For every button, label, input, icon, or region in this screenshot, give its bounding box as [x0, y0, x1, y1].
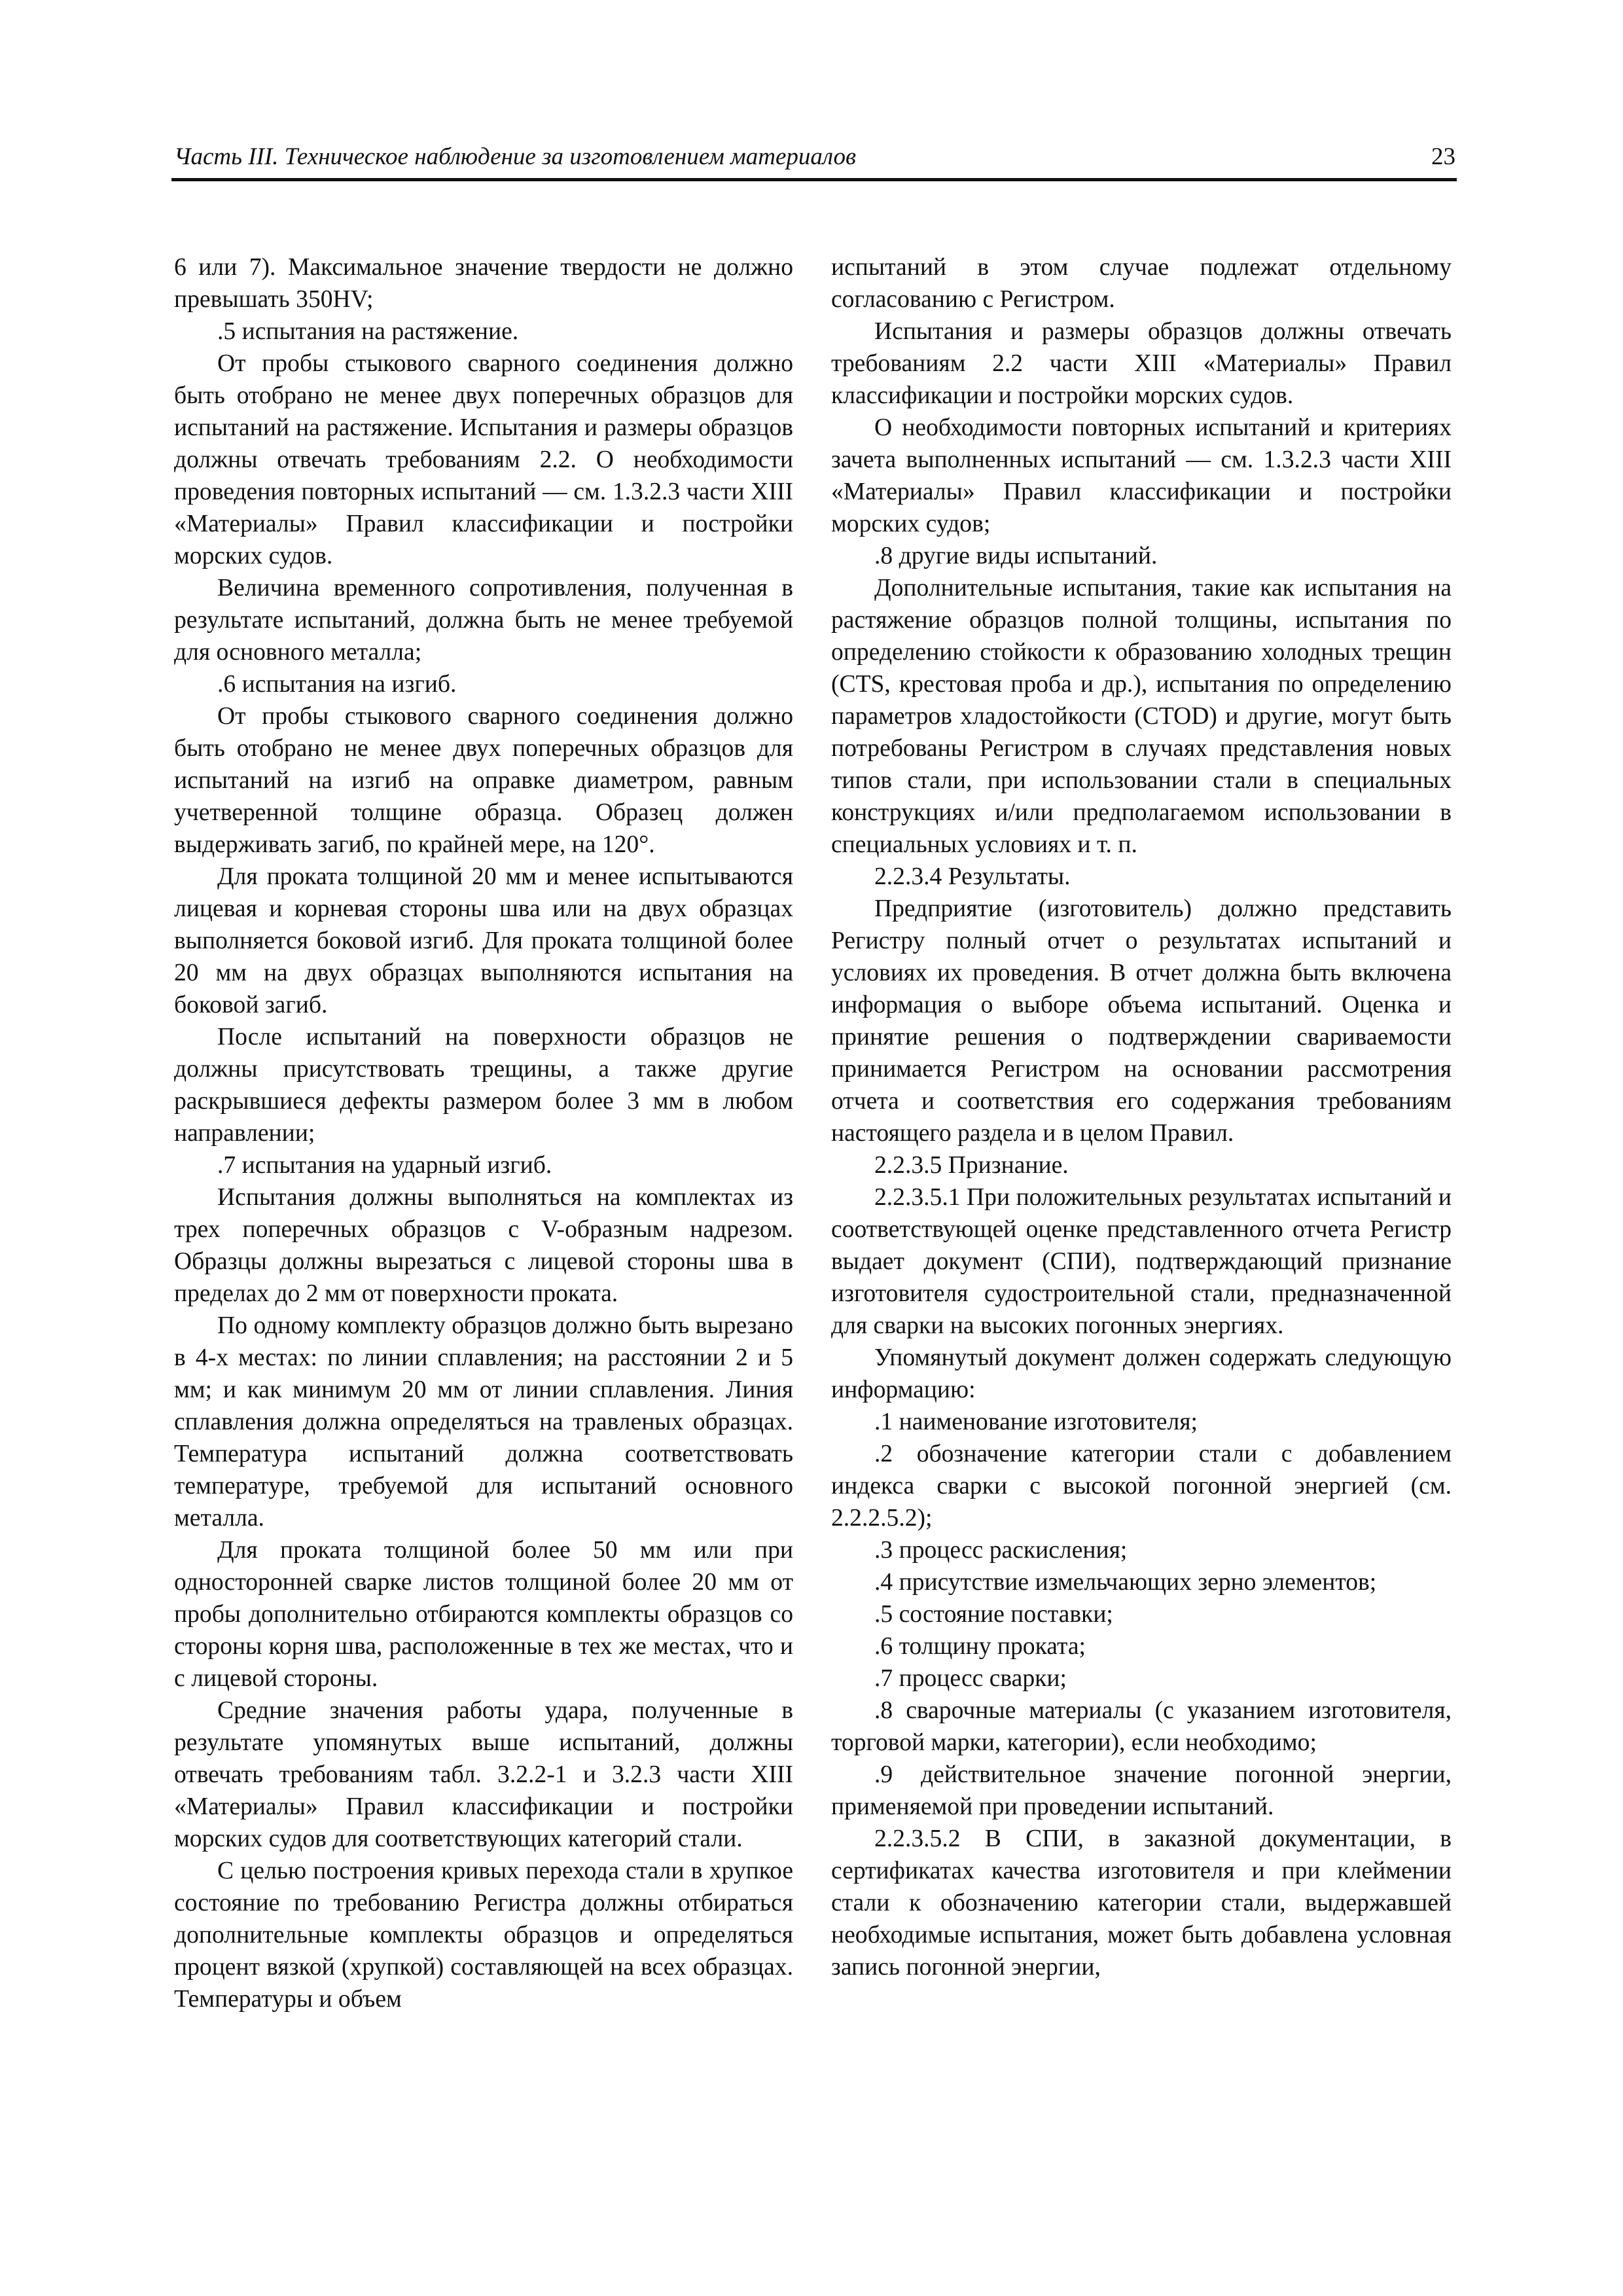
paragraph: .9 действительное значение погонной энергии, применяемой при проведении испытаний.: [831, 1761, 1452, 1820]
paragraph: Упомянутый документ должен содержать следующую информацию:: [831, 1344, 1452, 1403]
page-number: 23: [1431, 143, 1455, 170]
paragraph: .4 присутствие измельчающих зерно элементов;: [874, 1569, 1377, 1596]
paragraph: .6 испытания на изгиб.: [217, 671, 457, 698]
paragraph: После испытаний на поверхности образцов не должны присутствовать трещины, а также другие раскрывшиеся дефекты размером более 3 мм в любом направлении;: [174, 1024, 793, 1147]
paragraph: Предприятие (изготовитель) должно представить Регистру полный отчет о результатах испытаний и условиях их проведения. В отчет должна быть включена информация о выборе объема испытаний. Оценка и принятие решения о подтверждении свариваемости принимается Регистром на основании рассмотрения отчета и соответствия его содержания требованиям настоящего раздела и в целом Правил.: [831, 895, 1452, 1147]
paragraph: По одному комплекту образцов должно быть вырезано в 4-х местах: по линии сплавления; на расстоянии 2 и 5 мм; и как минимум 20 мм от линии сплавления. Линия сплавления должна определяться на травленых образцах. Температура испытаний должна соответствовать температуре, требуемой для испытаний основного металла.: [174, 1312, 793, 1532]
paragraph: .6 толщину проката;: [874, 1633, 1086, 1660]
paragraph: .7 испытания на ударный изгиб.: [217, 1152, 552, 1179]
paragraph: Для проката толщиной 20 мм и менее испытываются лицевая и корневая стороны шва или на двух образцах выполняется боковой изгиб. Для проката толщиной более 20 мм на двух образцах выполняются испытания на боковой загиб.: [174, 863, 793, 1018]
paragraph: .5 состояние поставки;: [874, 1601, 1113, 1628]
paragraph: Дополнительные испытания, такие как испытания на растяжение образцов полной толщины, испытания по определению стойкости к образованию холодных трещин (CTS, крестовая проба и др.), испытания по определению параметров хладостойкости (CTOD) и другие, могут быть потребованы Регистром в случаях представления новых типов стали, при использовании стали в специальных конструкциях и/или предполагаемом использовании в специальных условиях и т. п.: [831, 575, 1452, 858]
paragraph: 6 или 7). Максимальное значение твердости не должно превышать 350HV;: [174, 254, 793, 313]
paragraph: От пробы стыкового сварного соединения должно быть отобрано не менее двух поперечных образцов для испытаний на изгиб на оправке диаметром, равным учетверенной толщине образца. Образец должен выдерживать загиб, по крайней мере, на 120°.: [174, 703, 793, 858]
paragraph: О необходимости повторных испытаний и критериях зачета выполненных испытаний — см. 1.3.2.3 части XIII «Материалы» Правил классификации и постройки морских судов;: [831, 414, 1452, 537]
paragraph: .8 другие виды испытаний.: [874, 543, 1158, 569]
paragraph: .8 сварочные материалы (с указанием изготовителя, торговой марки, категории), если необходимо;: [831, 1697, 1452, 1756]
paragraph: С целью построения кривых перехода стали в хрупкое состояние по требованию Регистра должны отбираться дополнительные комплекты образцов и определяться процент вязкой (хрупкой) составляющей на всех образцах. Температуры и объем: [174, 1857, 793, 2013]
paragraph: .3 процесс раскисления;: [874, 1537, 1128, 1564]
header-title: Часть III. Техническое наблюдение за изготовлением материалов: [174, 143, 857, 170]
paragraph: .2 обозначение категории стали с добавлением индекса сварки с высокой погонной энергией (см. 2.2.2.5.2);: [831, 1441, 1452, 1532]
paragraph: От пробы стыкового сварного соединения должно быть отобрано не менее двух поперечных образцов для испытаний на растяжение. Испытания и размеры образцов должны отвечать требованиям 2.2. О необходимости проведения повторных испытаний — см. 1.3.2.3 части XIII «Материалы» Правил классификации и постройки морских судов.: [174, 350, 793, 569]
paragraph: Величина временного сопротивления, полученная в результате испытаний, должна быть не менее требуемой для основного металла;: [174, 575, 793, 666]
right-column: [831, 251, 1452, 1983]
paragraph: 2.2.3.4 Результаты.: [874, 863, 1071, 890]
paragraph: .7 процесс сварки;: [874, 1665, 1067, 1692]
running-header: [171, 139, 1457, 181]
paragraph: Испытания и размеры образцов должны отвечать требованиям 2.2 части XIII «Материалы» Правил классификации и постройки морских судов.: [831, 318, 1452, 409]
paragraph: 2.2.3.5.2 В СПИ, в заказной документации, в сертификатах качества изготовителя и при клеймении стали к обозначению категории стали, выдержавшей необходимые испытания, может быть добавлена условная запись погонной энергии,: [831, 1825, 1452, 1981]
paragraph: .5 испытания на растяжение.: [217, 318, 519, 345]
paragraph: испытаний в этом случае подлежат отдельному согласованию с Регистром.: [831, 254, 1452, 313]
paragraph: 2.2.3.5 Признание.: [874, 1152, 1069, 1179]
paragraph: Средние значения работы удара, полученные в результате упомянутых выше испытаний, должны отвечать требованиям табл. 3.2.2-1 и 3.2.3 части XIII «Материалы» Правил классификации и постройки морских судов для соответствующих категорий стали.: [174, 1697, 793, 1852]
paragraph: .1 наименование изготовителя;: [874, 1408, 1198, 1435]
paragraph: 2.2.3.5.1 При положительных результатах испытаний и соответствующей оценке представленного отчета Регистр выдает документ (СПИ), подтверждающий признание изготовителя судостроительной стали, предназначенной для сварки на высоких погонных энергиях.: [831, 1184, 1452, 1339]
paragraph: Для проката толщиной более 50 мм или при односторонней сварке листов толщиной более 20 мм от пробы дополнительно отбираются комплекты образцов со стороны корня шва, расположенные в тех же местах, что и с лицевой стороны.: [174, 1537, 793, 1692]
left-column: [174, 251, 793, 2015]
paragraph: Испытания должны выполняться на комплектах из трех поперечных образцов с V-образным надрезом. Образцы должны вырезаться с лицевой стороны шва в пределах до 2 мм от поверхности проката.: [174, 1184, 793, 1307]
